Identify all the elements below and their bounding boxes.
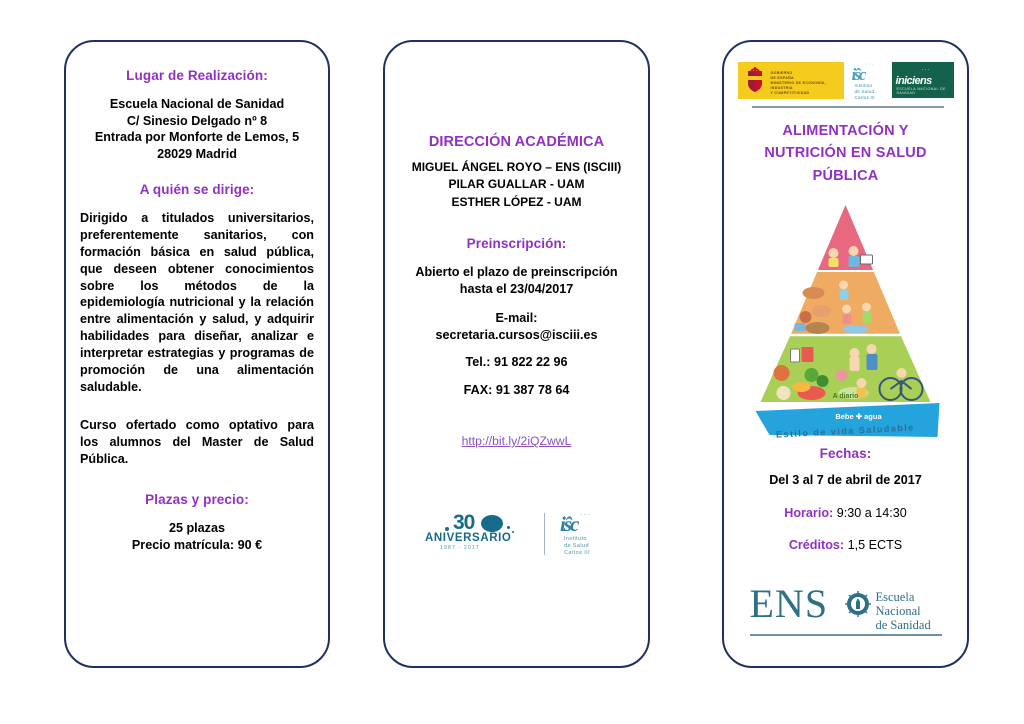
ens-green-text: iniciens — [895, 75, 932, 87]
ministry-text: GOBIERNO DE ESPAÑA MINISTERIO DE ECONOMÍA, INDUSTRIA Y COMPETITIVIDAD — [770, 70, 827, 96]
isciii-logo — [851, 60, 885, 100]
anniversary-word: ANIVERSARIO — [425, 532, 512, 544]
isciii-logo — [558, 510, 610, 558]
venue-heading: Lugar de Realización: — [126, 68, 268, 83]
panel-middle — [383, 40, 650, 668]
academic-direction-heading: DIRECCIÓN ACADÉMICA — [428, 134, 605, 150]
places-line: 25 plazas — [168, 521, 225, 535]
ens-green-dots-icon: ··· — [921, 67, 931, 73]
ens-emblem-icon — [844, 590, 872, 618]
ens-logo — [748, 582, 944, 640]
ens-line: Escuela — [875, 590, 915, 604]
course-title-line: PÚBLICA — [812, 167, 879, 184]
food-pyramid-illustration — [724, 197, 967, 447]
ens-line: de Sanidad — [875, 618, 931, 632]
director-name: MIGUEL ÁNGEL ROYO – ENS (ISCIII) — [411, 160, 622, 174]
fax-number: FAX: 91 387 78 64 — [463, 383, 570, 397]
anniversary-dot-icon — [512, 531, 514, 533]
ens-underline — [750, 634, 942, 636]
schedule-row — [724, 506, 967, 520]
places-heading: Plazas y precio: — [145, 492, 249, 507]
ens-acronym: ENS — [749, 581, 829, 626]
spain-coat-of-arms-icon — [746, 67, 764, 93]
anniversary-logo — [423, 510, 531, 558]
isciii-line: Carlos III — [854, 95, 875, 100]
course-title — [724, 120, 967, 187]
anniversary-blob-icon — [481, 515, 503, 532]
preinscription-heading: Preinscripción: — [466, 236, 567, 251]
institutional-logos — [724, 60, 967, 100]
preinscription-line: Abierto el plazo de preinscripción — [415, 265, 618, 279]
footer-logos — [385, 510, 648, 558]
audience-body: Dirigido a titulados universitarios, preferentemente sanitarios, con formación básica en salud pública, que deseen obtener conocimientos sobre los métodos de la epidemiología nutricional y la relación entre alimentación y salud, y adquirir habilidades para diseñar, analizar e interpretar estrategias y programas de promoción de una alimentación saludable. — [80, 211, 314, 394]
email-value[interactable]: secretaria.cursos@isciii.es — [435, 327, 598, 342]
pyramid-daily-label: A diario — [832, 393, 859, 400]
elective-note: Curso ofertado como optativo para los alumnos del Master de Salud Pública. — [80, 418, 314, 466]
dates-heading: Fechas: — [819, 446, 872, 461]
venue-line: Entrada por Monforte de Lemos, 5 — [94, 130, 300, 145]
anniversary-dot-icon — [445, 527, 449, 531]
isciii-mark-icon: iŝc — [851, 65, 865, 84]
venue-line: C/ Sinesio Delgado nº 8 — [126, 113, 268, 128]
isciii-line: Carlos III — [564, 550, 591, 556]
phone-number: Tel.: 91 822 22 96 — [465, 355, 568, 369]
isciii-line: Instituto — [854, 83, 873, 88]
dates-value: Del 3 al 7 de abril de 2017 — [769, 473, 922, 487]
anniversary-dot-icon — [507, 526, 510, 529]
isciii-mark-icon: iŝc — [560, 512, 578, 536]
registration-link[interactable]: http://bit.ly/2iQZwwL — [461, 434, 572, 448]
director-name: PILAR GUALLAR - UAM — [448, 177, 585, 192]
email-block — [385, 310, 648, 343]
registration-link-wrapper — [385, 432, 648, 450]
isciii-line: Instituto — [564, 536, 587, 542]
isciii-specks-icon: ··· — [865, 61, 875, 68]
venue-line: Escuela Nacional de Sanidad — [109, 97, 285, 111]
schedule-value: 9:30 a 14:30 — [836, 506, 907, 520]
places-line: Precio matrícula: 90 € — [131, 537, 263, 552]
preinscription-body — [385, 264, 648, 297]
pyramid-base-label: Estilo de vida Saludable — [775, 422, 916, 440]
credits-value: 1,5 ECTS — [847, 538, 903, 552]
isciii-line: de Salud — [854, 89, 875, 94]
panel-right — [722, 40, 969, 668]
course-title-line: NUTRICIÓN EN SALUD — [764, 145, 927, 162]
email-label: E-mail: — [495, 311, 538, 325]
header-divider — [752, 106, 944, 108]
isciii-line: de Salud — [564, 543, 589, 549]
course-title-line: ALIMENTACIÓN Y — [782, 123, 909, 139]
ens-logo-wrapper — [724, 582, 967, 640]
schedule-label: Horario: — [784, 506, 834, 520]
panel-left — [64, 40, 330, 668]
ens-line: Nacional — [875, 604, 921, 618]
credits-row — [724, 538, 967, 552]
government-logo — [738, 62, 844, 99]
places-body — [66, 520, 328, 553]
venue-line: 28029 Madrid — [157, 147, 237, 162]
pyramid-water-label: Bebe ✚ agua — [835, 412, 882, 421]
logo-divider — [544, 513, 545, 555]
preinscription-line: hasta el 23/04/2017 — [459, 281, 574, 296]
director-name: ESTHER LÓPEZ - UAM — [451, 194, 582, 209]
ens-green-logo — [892, 62, 954, 98]
credits-label: Créditos: — [788, 538, 845, 552]
anniversary-number: 30 — [453, 511, 475, 534]
director-list — [385, 159, 648, 211]
anniversary-subtitle: 1987 - 2017 — [440, 545, 480, 551]
audience-heading: A quién se dirige: — [139, 182, 255, 197]
isciii-specks-icon: ··· — [580, 510, 591, 519]
ens-green-subtitle: ESCUELA NACIONAL DE SANIDAD — [896, 87, 946, 95]
venue-address — [66, 96, 328, 163]
